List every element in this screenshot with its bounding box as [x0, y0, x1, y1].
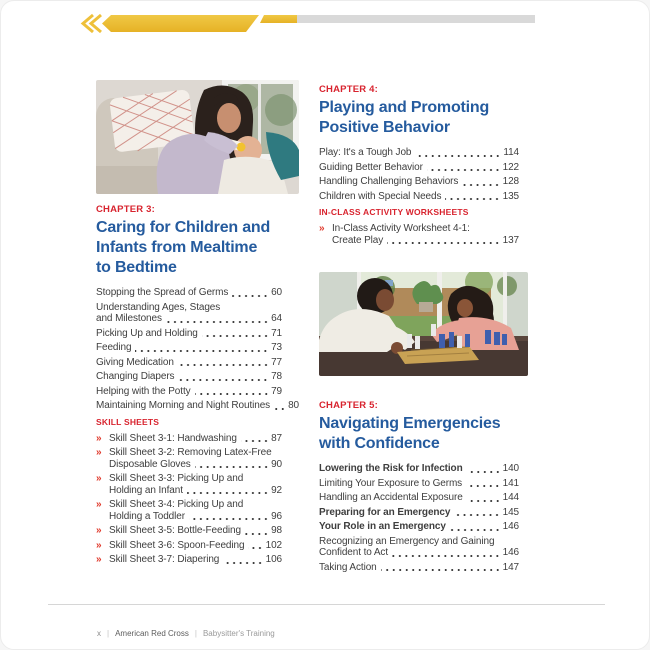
- toc-page-number: 147: [502, 561, 519, 573]
- dot-leader: [241, 439, 269, 443]
- chapter4-label: CHAPTER 4:: [319, 84, 379, 95]
- toc-entry: [319, 536, 519, 559]
- toc-entry-label: Feeding: [96, 342, 132, 353]
- toc-page-number: 73: [271, 342, 282, 353]
- toc-entry-label: Holding an Infant: [109, 484, 183, 496]
- toc-page-number: 79: [271, 385, 282, 397]
- footer-separator: |: [107, 629, 110, 638]
- toc-entry-line: [109, 540, 282, 552]
- toc-entry: [96, 287, 282, 299]
- toc-entry-label: Helping with the Potty: [96, 385, 191, 397]
- toc-entry-label: Your Role in an Emergency: [319, 521, 446, 532]
- dot-leader: [232, 294, 269, 298]
- toc-page-number: 64: [271, 313, 282, 324]
- toc-entry: [96, 525, 282, 537]
- toc-entry-line: [319, 536, 519, 548]
- toc-entry-line: [96, 400, 300, 412]
- toc-entry-label: Skill Sheet 3-3: Picking Up and: [109, 473, 244, 484]
- toc-entry-line: [319, 521, 519, 533]
- toc-entry-label: Picking Up and Holding: [96, 327, 198, 339]
- toc-entry-line: [319, 147, 519, 159]
- toc-entry-label: Giving Medication: [96, 356, 174, 368]
- chess-photo-illustration: [319, 272, 528, 376]
- dot-leader: [467, 499, 501, 503]
- toc-entry: [96, 540, 282, 552]
- toc-entry: [96, 554, 282, 566]
- toc-entry-label: Skill Sheet 3-7: Diapering: [109, 554, 220, 565]
- toc-entry-label: Lowering the Risk for Infection: [319, 463, 463, 474]
- toc-page-number: 77: [271, 356, 282, 368]
- toc-entry-line: [96, 371, 282, 383]
- toc-entry-line: [319, 507, 519, 519]
- toc-entry-line: [319, 547, 519, 559]
- dot-leader: [195, 392, 270, 396]
- in-class-activity-worksheets-heading: IN-CLASS ACTIVITY WORKSHEETS: [319, 207, 469, 217]
- dot-leader: [189, 517, 269, 521]
- dot-leader: [178, 363, 269, 367]
- toc-page-number: 98: [271, 525, 282, 536]
- dot-leader: [467, 470, 501, 474]
- toc-entry: [96, 473, 282, 496]
- toc-page-number: 146: [502, 547, 519, 558]
- toc-page-number: 122: [502, 161, 519, 173]
- toc-entry-line: [109, 459, 282, 471]
- title-line: to Bedtime: [96, 259, 177, 276]
- toc-entry-label: and Milestones: [96, 313, 162, 324]
- toc-entry-line: [109, 525, 282, 537]
- dot-leader: [387, 241, 500, 245]
- chevron-bullet-icon: »: [96, 554, 102, 565]
- chevron-bullet-icon: »: [96, 473, 102, 484]
- toc-entry: [319, 463, 519, 475]
- toc-entry-label: Maintaining Morning and Night Routines: [96, 400, 271, 411]
- toc-entry-label: Taking Action: [319, 561, 377, 573]
- toc-page-number: 140: [502, 463, 519, 474]
- toc-entry-label: Confident to Act: [319, 547, 389, 558]
- toc-page-number: 144: [502, 492, 519, 503]
- dot-leader: [245, 532, 269, 536]
- toc-entry-label: Play: It's a Tough Job: [319, 147, 412, 158]
- chapter3-label: CHAPTER 3:: [96, 204, 156, 215]
- toc-entry-line: [332, 235, 519, 247]
- toc-entry: [96, 302, 282, 325]
- toc-entry-line: [96, 342, 282, 354]
- title-line: Caring for Children and: [96, 219, 271, 236]
- toc-entry-label: Guiding Better Behavior: [319, 161, 423, 173]
- dot-leader: [223, 561, 263, 565]
- gray-strip: [297, 15, 535, 23]
- toc-entry-line: [96, 313, 282, 325]
- dot-leader: [462, 183, 500, 187]
- header-decoration: [1, 1, 650, 39]
- toc-page-number: 80: [288, 400, 300, 411]
- toc-entry-label: Holding a Toddler: [109, 510, 185, 522]
- toc-entry-label: In-Class Activity Worksheet 4-1:: [332, 223, 470, 234]
- toc-entry-label: Understanding Ages, Stages: [96, 301, 221, 313]
- toc-page-number: 71: [271, 327, 282, 339]
- chapter5-label: CHAPTER 5:: [319, 400, 379, 411]
- caregiver-bottle-feeding-infant-photo: [96, 80, 299, 194]
- footer-separator: |: [194, 629, 197, 638]
- toc-entry-line: [109, 554, 282, 566]
- dot-leader: [202, 334, 269, 338]
- toc-entry: [319, 521, 519, 533]
- toc-entry-line: [96, 287, 282, 299]
- toc-entry-label: Preparing for an Emergency: [319, 506, 451, 518]
- toc-entry: [96, 342, 282, 354]
- toc-entry: [96, 386, 282, 398]
- toc-entry: [319, 176, 519, 188]
- toc-page-number: 92: [271, 484, 282, 496]
- toc-page-number: 78: [271, 371, 282, 382]
- chevron-icon: [91, 15, 101, 32]
- toc-entry-line: [109, 485, 282, 497]
- toc-page-number: 137: [502, 234, 519, 246]
- footer-page-number: x: [97, 629, 101, 638]
- toc-entry: [319, 562, 519, 574]
- chevron-bullet-icon: »: [96, 432, 102, 444]
- chapter3-toc: [96, 287, 300, 412]
- toc-entry-line: [96, 328, 282, 340]
- chevron-bullet-icon: »: [96, 447, 102, 458]
- toc-entry: [96, 400, 300, 412]
- toc-entry-line: [96, 386, 282, 398]
- toc-page-number: 60: [271, 287, 282, 298]
- toc-entry: [319, 492, 519, 504]
- footer-divider-line: [48, 604, 605, 605]
- title-line: with Confidence: [319, 435, 440, 452]
- toc-entry-label: Stopping the Spread of Germs: [96, 287, 229, 298]
- toc-page-number: 102: [265, 539, 282, 551]
- toc-entry-label: Disposable Gloves: [109, 458, 191, 470]
- toc-entry: [319, 191, 519, 203]
- toc-entry-line: [319, 478, 519, 490]
- toc-entry-label: Changing Diapers: [96, 371, 175, 382]
- dot-leader: [415, 154, 501, 158]
- toc-entry-label: Skill Sheet 3-2: Removing Latex-Free: [109, 447, 272, 458]
- dot-leader: [392, 554, 501, 558]
- toc-entry-label: Handling an Accidental Exposure: [319, 492, 463, 503]
- children-playing-chess-photo: [319, 272, 528, 376]
- toc-entry: [96, 433, 282, 445]
- title-line: Navigating Emergencies: [319, 415, 501, 432]
- dot-leader: [195, 465, 269, 469]
- toc-page-number: 114: [503, 147, 519, 158]
- toc-entry-line: [109, 433, 282, 445]
- toc-page-number: 90: [271, 458, 282, 470]
- toc-page-number: 145: [502, 506, 519, 518]
- toc-entry-line: [109, 447, 282, 459]
- toc-entry-label: Skill Sheet 3-4: Picking Up and: [109, 499, 244, 510]
- dot-leader: [135, 349, 269, 353]
- toc-page-number: 146: [502, 521, 519, 532]
- toc-entry-line: [319, 492, 519, 504]
- title-line: Infants from Mealtime: [96, 239, 258, 256]
- toc-page-number: 141: [502, 477, 519, 489]
- chapter3-title: [96, 218, 299, 278]
- chapter4-title: [319, 98, 528, 138]
- dot-leader: [454, 513, 500, 517]
- title-line: Playing and Promoting: [319, 99, 490, 116]
- toc-entry: [96, 447, 282, 470]
- toc-entry-line: [319, 176, 519, 188]
- toc-entry: [319, 507, 519, 519]
- dot-leader: [166, 320, 269, 324]
- toc-entry-line: [96, 357, 282, 369]
- toc-entry: [319, 478, 519, 490]
- chevron-bullet-icon: »: [96, 525, 102, 536]
- toc-entry: [96, 357, 282, 369]
- toc-entry-line: [319, 562, 519, 574]
- gold-strip: [260, 15, 297, 23]
- footer: [97, 629, 275, 639]
- dot-leader: [445, 197, 500, 201]
- toc-entry-label: Skill Sheet 3-1: Handwashing: [109, 432, 237, 444]
- dot-leader: [381, 568, 501, 572]
- toc-page-number: 106: [265, 554, 282, 565]
- skill-sheets-toc: [96, 433, 282, 566]
- skill-sheets-heading: SKILL SHEETS: [96, 416, 160, 427]
- footer-org-name: American Red Cross: [115, 629, 189, 638]
- toc-entry-line: [109, 511, 282, 523]
- chevron-bullet-icon: »: [96, 539, 102, 551]
- toc-entry-label: Skill Sheet 3-6: Spoon-Feeding: [109, 539, 245, 551]
- dot-leader: [187, 491, 269, 495]
- toc-entry-line: [319, 191, 519, 203]
- feeding-photo-illustration: [96, 80, 299, 194]
- chapter4-toc: [319, 147, 519, 202]
- toc-page-number: 128: [502, 176, 519, 187]
- worksheets-toc: [319, 223, 519, 246]
- dot-leader: [427, 168, 501, 172]
- toc-entry-line: [109, 499, 282, 511]
- toc-entry-line: [109, 473, 282, 485]
- chapter5-title: [319, 414, 528, 454]
- dot-leader: [274, 407, 286, 411]
- toc-entry-line: [319, 162, 519, 174]
- toc-entry-label: Handling Challenging Behaviors: [319, 176, 459, 187]
- dot-leader: [466, 484, 501, 488]
- toc-page-number: 135: [502, 190, 519, 202]
- toc-entry: [319, 147, 519, 159]
- toc-entry-line: [332, 223, 519, 235]
- toc-page-number: 87: [271, 432, 282, 444]
- gold-bar: [102, 15, 259, 32]
- toc-entry: [96, 371, 282, 383]
- dot-leader: [450, 528, 501, 532]
- chapter5-toc: [319, 463, 519, 573]
- toc-entry-label: Limiting Your Exposure to Germs: [319, 477, 463, 489]
- toc-entry: [96, 328, 282, 340]
- toc-entry: [319, 223, 519, 246]
- toc-page-number: 96: [271, 510, 282, 522]
- toc-entry-label: Recognizing an Emergency and Gaining: [319, 535, 495, 547]
- dot-leader: [248, 546, 263, 550]
- toc-entry-label: Children with Special Needs: [319, 190, 442, 202]
- toc-entry-label: Skill Sheet 3-5: Bottle-Feeding: [109, 525, 241, 536]
- toc-entry-line: [96, 302, 282, 314]
- toc-entry: [319, 162, 519, 174]
- chevron-bullet-icon: »: [319, 223, 325, 234]
- footer-doc-title: Babysitter's Training: [202, 629, 275, 638]
- toc-entry: [96, 499, 282, 522]
- title-line: Positive Behavior: [319, 119, 450, 136]
- toc-entry-label: Create Play: [332, 234, 384, 246]
- dot-leader: [178, 378, 269, 382]
- chevron-bullet-icon: »: [96, 499, 102, 510]
- toc-entry-line: [319, 463, 519, 475]
